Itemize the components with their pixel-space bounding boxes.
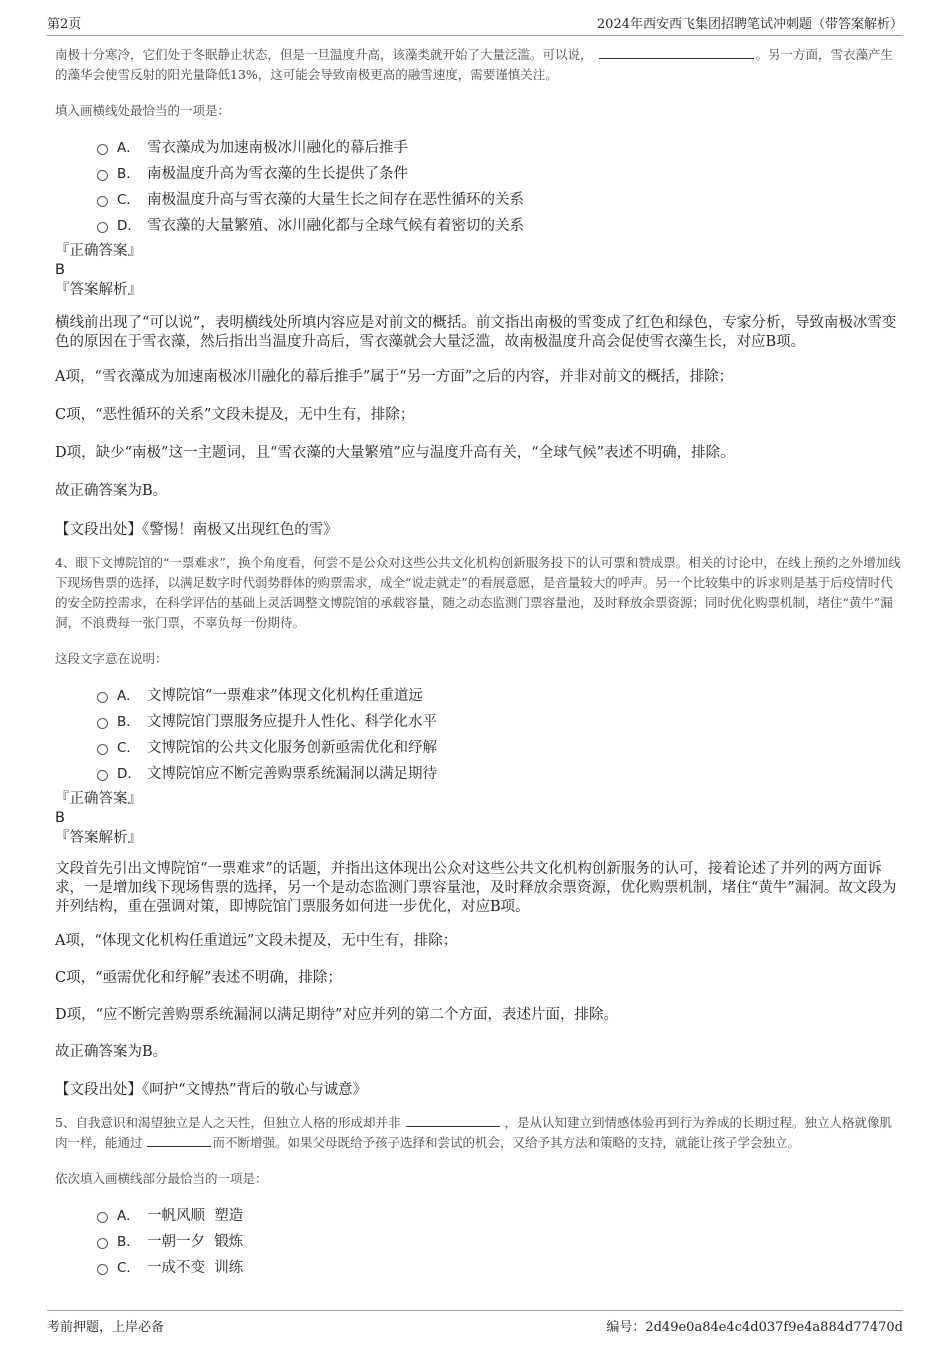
radio-icon[interactable]	[97, 222, 108, 233]
radio-icon[interactable]	[97, 1264, 108, 1275]
q4-prompt: 这段文字意在说明：	[55, 651, 168, 666]
q3-answer: B	[55, 262, 65, 278]
document-code: 编号：2d49e0a84e4c4d037f9e4a884d77470d	[606, 1320, 903, 1335]
q3-passage: 南极十分寒冷，它们处于冬眠静止状态，但是一旦温度升高，该藻类就开始了大量泛滥。可以说， 。另一方面，雪衣藻产生的藻华会使雪反射的阳光量降低13%，这可能会导致南极更高的融雪速度，需要谨慎关注。	[55, 47, 894, 82]
q3-analysis-paragraph: D项，缺少“南极”这一主题词，且“雪衣藻的大量繁殖”应与温度升高有关，“全球气候”表述不明确，排除。	[55, 445, 735, 461]
q3-analysis-label: 『答案解析』	[55, 282, 142, 298]
radio-icon[interactable]	[97, 744, 108, 755]
q4-option-c[interactable]: C． 文博院馆的公共文化服务创新亟需优化和纾解	[55, 733, 903, 759]
q5-options	[55, 1201, 903, 1279]
document-title: 2024年西安西飞集团招聘笔试冲刺题（带答案解析）	[596, 17, 903, 32]
q3-analysis-paragraph: A项，“雪衣藻成为加速南极冰川融化的幕后推手”属于“另一方面”之后的内容，并非对前文的概括，排除；	[55, 369, 734, 385]
page-header	[47, 13, 903, 36]
q3-analysis-paragraph: C项，“恶性循环的关系”文段未提及，无中生有，排除；	[55, 407, 415, 423]
q3-option-c[interactable]: C． 南极温度升高与雪衣藻的大量生长之间存在恶性循环的关系	[55, 185, 903, 211]
q4-analysis-paragraph: D项，“应不断完善购票系统漏洞以满足期待”对应并列的第二个方面，表述片面，排除。	[55, 1007, 618, 1023]
q3-options	[55, 133, 903, 237]
q3-option-d[interactable]: D． 雪衣藻的大量繁殖、冰川融化都与全球气候有着密切的关系	[55, 211, 903, 237]
q3-analysis-paragraph: 横线前出现了“可以说”，表明横线处所填内容应是对前文的概括。前文指出南极的雪变成了红色和绿色，专家分析，导致南极冰雪变色的原因在于雪衣藻，然后指出当温度升高后，雪衣藻就会大量泛滥，故南极温度升高会促使雪衣藻生长，对应B项。	[55, 315, 897, 350]
q4-analysis-paragraph: A项，“体现文化机构任重道远”文段未提及，无中生有，排除；	[55, 933, 458, 949]
q4-option-b[interactable]: B． 文博院馆门票服务应提升人性化、科学化水平	[55, 707, 903, 733]
q3-prompt: 填入画横线处最恰当的一项是：	[55, 103, 231, 118]
radio-icon[interactable]	[97, 1238, 108, 1249]
radio-icon[interactable]	[97, 770, 108, 781]
fill-blank	[147, 1133, 211, 1147]
q3-analysis-conclusion: 故正确答案为B。	[55, 483, 168, 499]
page-number: 第2页	[47, 17, 82, 32]
q4-answer: B	[55, 810, 65, 826]
radio-icon[interactable]	[97, 144, 108, 155]
q3-answer-label: 『正确答案』	[55, 243, 142, 259]
q4-answer-label: 『正确答案』	[55, 791, 142, 807]
q4-analysis-paragraph: C项，“亟需优化和纾解”表述不明确，排除；	[55, 970, 342, 986]
page-footer	[47, 1310, 903, 1335]
q4-analysis-conclusion: 故正确答案为B。	[55, 1044, 168, 1060]
q5-prompt: 依次填入画横线部分最恰当的一项是：	[55, 1171, 268, 1186]
q4-source: 【文段出处】《呵护“文博热”背后的敬心与诚意》	[55, 1082, 368, 1098]
q4-analysis-paragraph: 文段首先引出文博院馆“一票难求”的话题，并指出这体现出公众对这些公共文化机构创新服务的认可，接着论述了并列的两方面诉求，一是增加线下现场售票的选择，另一个是动态监测门票容量池，及时释放余票资源，优化购票机制，堵住“黄牛”漏洞。故文段为并列结构，重在强调对策，即博院馆门票服务如何进一步优化，对应B项。	[55, 861, 897, 915]
q4-options	[55, 681, 903, 785]
q4-option-d[interactable]: D． 文博院馆应不断完善购票系统漏洞以满足期待	[55, 759, 903, 785]
radio-icon[interactable]	[97, 170, 108, 181]
q3-source: 【文段出处】《警惕！南极又出现红色的雪》	[55, 522, 338, 538]
q3-option-b[interactable]: B． 南极温度升高为雪衣藻的生长提供了条件	[55, 159, 903, 185]
q5-option-b[interactable]: B． 一朝一夕 锻炼	[55, 1227, 903, 1253]
q4-analysis-label: 『答案解析』	[55, 830, 142, 846]
q4-passage: 4、眼下文博院馆的“一票难求”，换个角度看，何尝不是公众对这些公共文化机构创新服务投下的认可票和赞成票。相关的讨论中，在线上预约之外增加线下现场售票的选择，以满足数字时代弱势群体的购票需求，成全“说走就走”的看展意愿，是音量较大的呼声。另一个比较集中的诉求则是基于后疫情时代的安全防控需求，在科学评估的基础上灵活调整文博院馆的承载容量，随之动态监测门票容量池，及时释放余票资源；同时优化购票机制，堵住“黄牛”漏洞，不浪费每一张门票，不辜负每一份期待。	[55, 555, 901, 630]
q5-option-a[interactable]: A． 一帆风顺 塑造	[55, 1201, 903, 1227]
fill-blank	[406, 1113, 500, 1127]
q5-option-c[interactable]: C． 一成不变 训练	[55, 1253, 903, 1279]
q5-passage: 5、自我意识和渴望独立是人之天性，但独立人格的形成却并非 ，是从认知建立到情感体验再到行为养成的长期过程。独立人格就像肌肉一样，能通过 而不断增强。如果父母既给予孩子选择和尝试的机会，又给予其方法和策略的支持，就能让孩子学会独立。	[55, 1115, 892, 1150]
radio-icon[interactable]	[97, 718, 108, 729]
radio-icon[interactable]	[97, 692, 108, 703]
radio-icon[interactable]	[97, 196, 108, 207]
q4-option-a[interactable]: A． 文博院馆“一票难求”体现文化机构任重道远	[55, 681, 903, 707]
fill-blank	[599, 45, 754, 59]
radio-icon[interactable]	[97, 1212, 108, 1223]
q3-option-a[interactable]: A． 雪衣藻成为加速南极冰川融化的幕后推手	[55, 133, 903, 159]
document-body	[55, 45, 903, 1279]
footer-slogan: 考前押题，上岸必备	[47, 1320, 165, 1335]
